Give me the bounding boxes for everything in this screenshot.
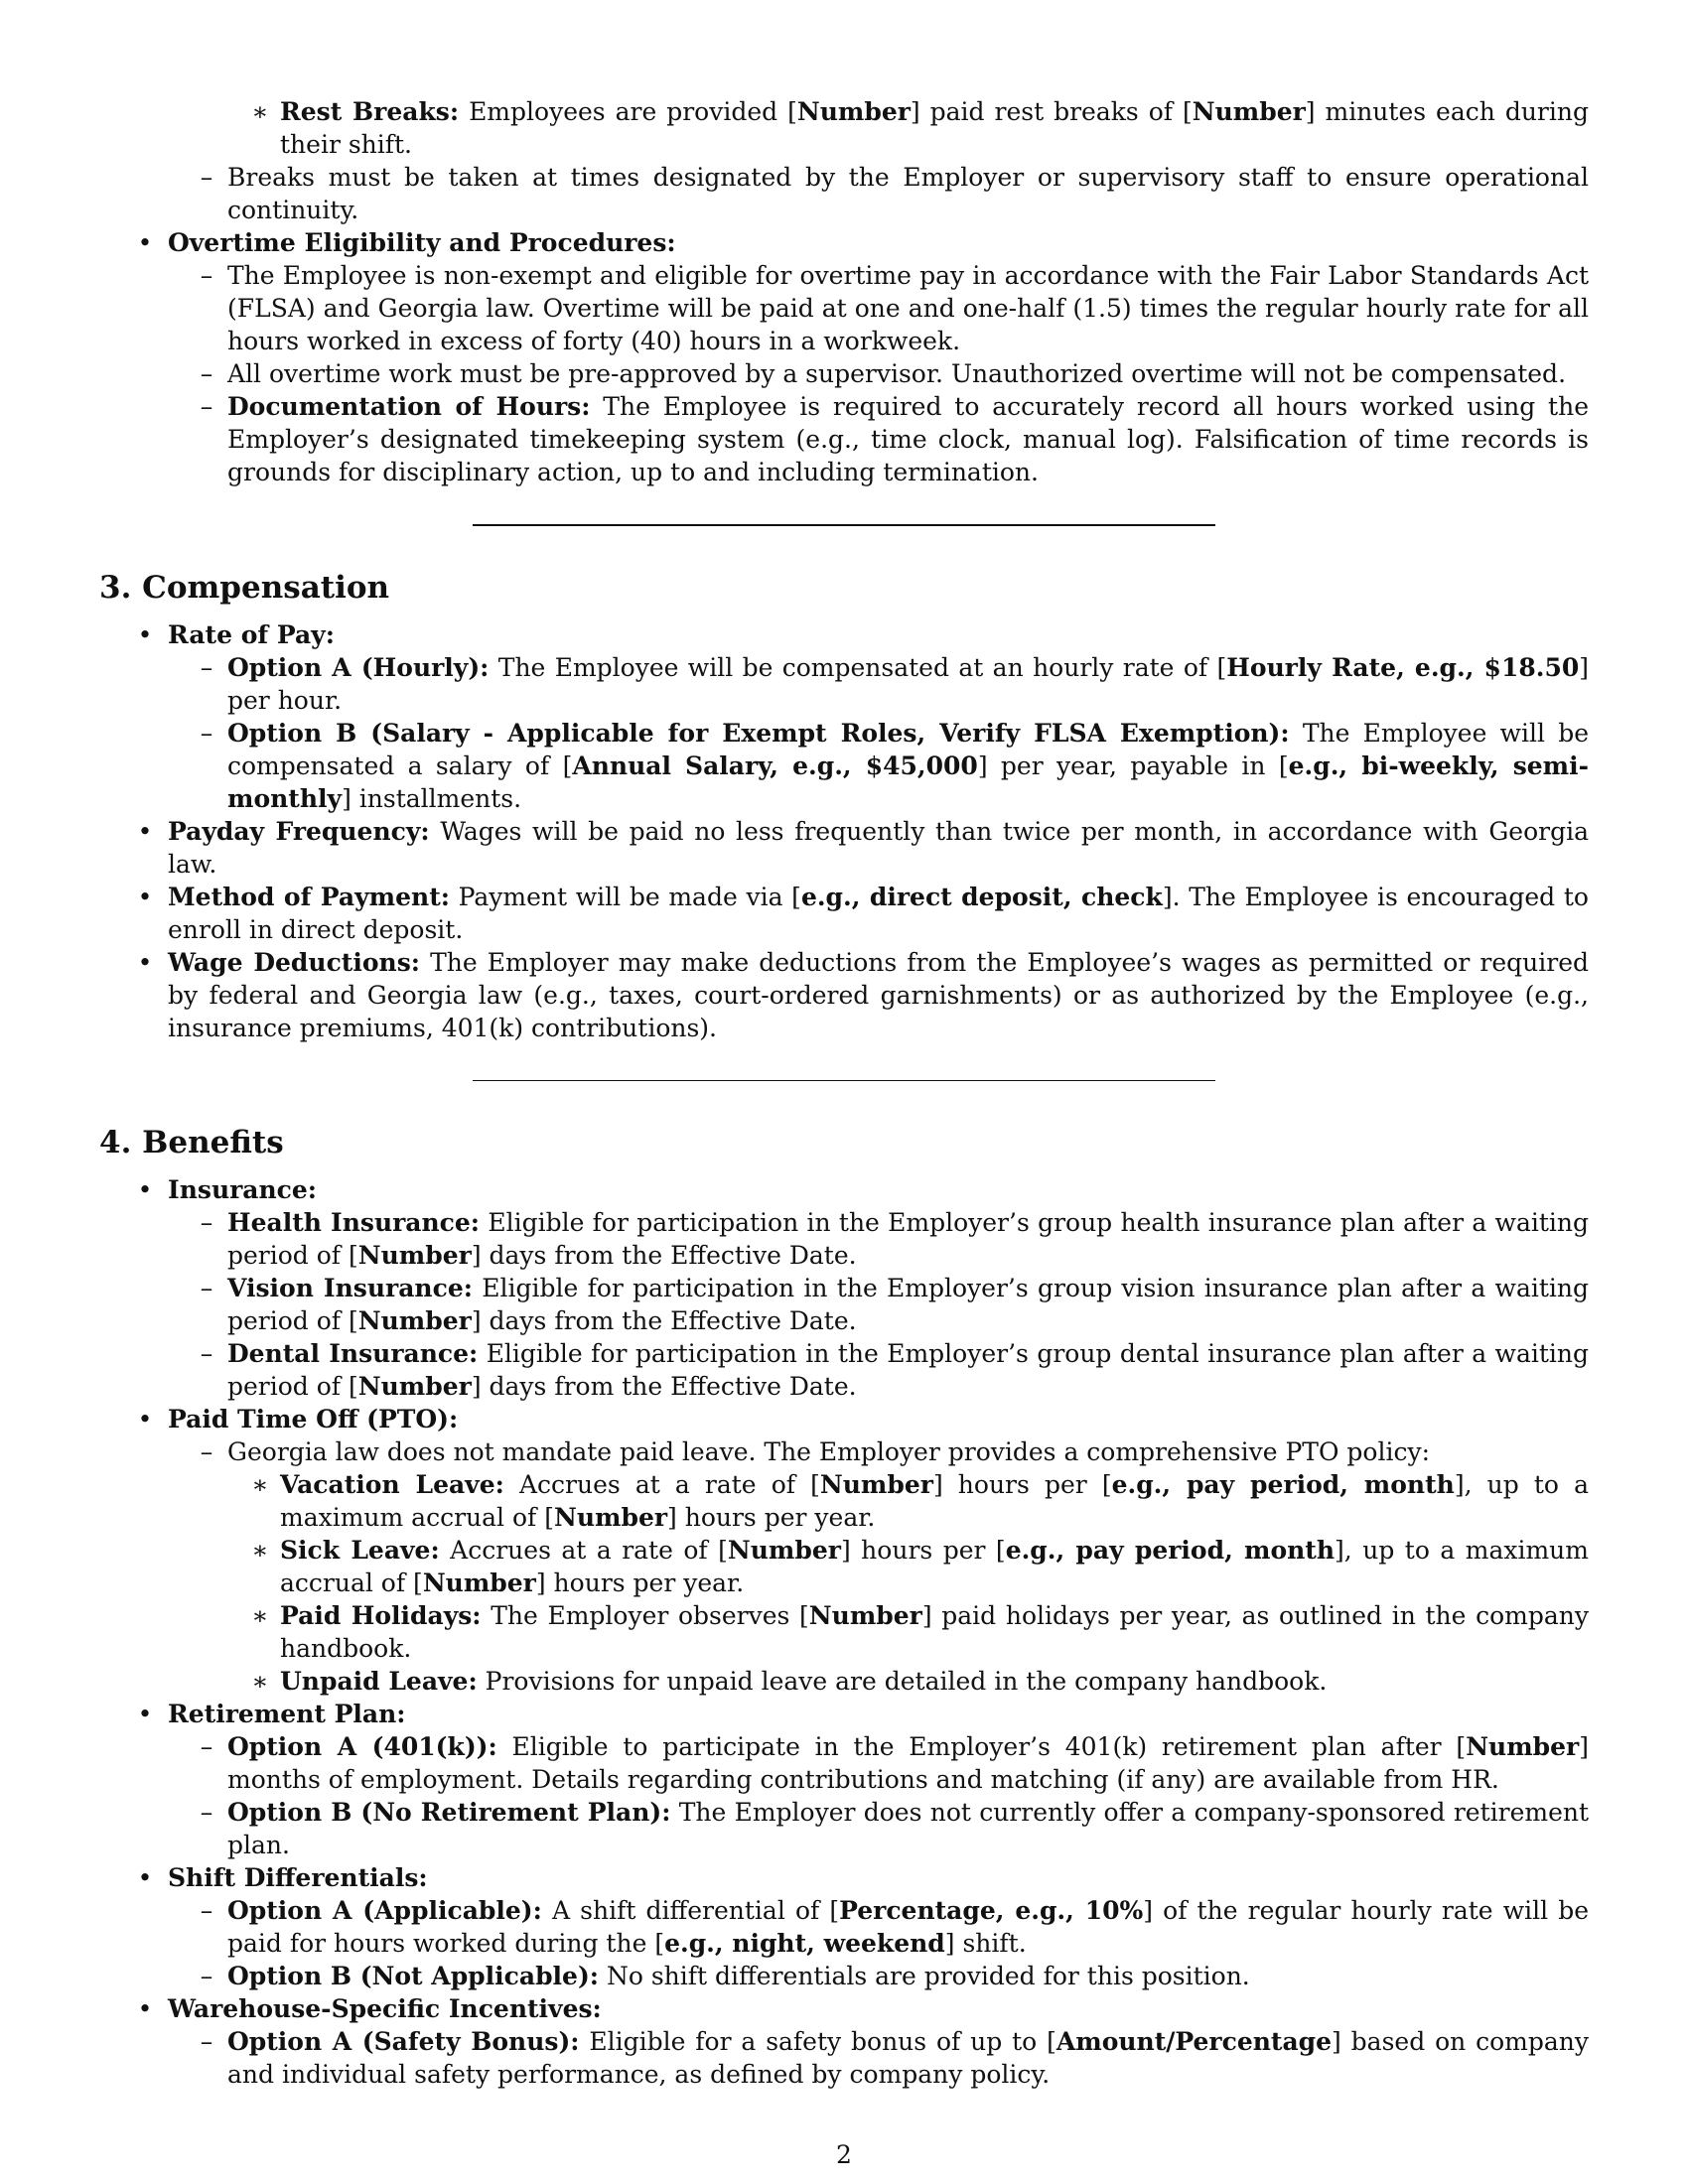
bullet-marker: •: [137, 1405, 153, 1433]
dash-marker: –: [200, 1962, 213, 1990]
overtime-preapproved-item: – All overtime work must be pre-approved by a supervisor. Unauthorized overtime will not be compensated.: [99, 357, 1589, 390]
bullet-marker: •: [137, 817, 153, 846]
dash-marker: –: [200, 1274, 213, 1302]
dash-marker: –: [200, 261, 213, 290]
star-marker: ∗: [251, 97, 269, 126]
pto-intro-item: – Georgia law does not mandate paid leave. The Employer provides a comprehensive PTO policy:: [99, 1435, 1589, 1468]
paid-holidays-item: ∗ Paid Holidays: The Employer observes [Number] paid holidays per year, as outlined in the company handbook.: [99, 1599, 1589, 1665]
dental-insurance-item: – Dental Insurance: Eligible for participation in the Employer’s group dental insurance plan after a waiting period of [Number] days from the Effective Date.: [99, 1337, 1589, 1403]
bullet-marker: •: [137, 1700, 153, 1728]
overtime-item: [99, 226, 1589, 259]
retirement-option-b-item: – Option B (No Retirement Plan): The Employer does not currently offer a company-sponsored retirement plan.: [99, 1796, 1589, 1861]
bullet-marker: •: [137, 228, 153, 257]
warehouse-incentives-item: • Warehouse-Specific Incentives:: [99, 1992, 1589, 2025]
rest-breaks-item: ∗ Rest Breaks: Employees are provided [Number] paid rest breaks of [Number] minutes each during their shift.: [99, 95, 1589, 161]
dash-marker: –: [200, 719, 213, 748]
rate-of-pay-item: • Rate of Pay:: [99, 618, 1589, 651]
shift-option-a-item: – Option A (Applicable): A shift differential of [Percentage, e.g., 10%] of the regular hourly rate will be paid for hours worked during the [e.g., night, weekend] shift.: [99, 1894, 1589, 1960]
safety-bonus-item: – Option A (Safety Bonus): Eligible for a safety bonus of up to [Amount/Percentage] based on company and individual safety performance, as defined by company policy.: [99, 2025, 1589, 2091]
pto-item: • Paid Time Off (PTO):: [99, 1403, 1589, 1435]
insurance-item: • Insurance:: [99, 1173, 1589, 1206]
payday-frequency-item: • Payday Frequency: Wages will be paid no less frequently than twice per month, in accordance with Georgia law.: [99, 815, 1589, 881]
dash-marker: –: [200, 1732, 213, 1761]
dash-marker: –: [200, 1208, 213, 1237]
bullet-marker: •: [137, 1863, 153, 1892]
dash-marker: –: [200, 653, 213, 682]
page-number: 2: [836, 2140, 852, 2169]
dash-marker: –: [200, 2027, 213, 2056]
dash-marker: –: [200, 1798, 213, 1827]
dash-marker: –: [200, 1339, 213, 1368]
dash-marker: –: [200, 359, 213, 388]
star-marker: ∗: [251, 1470, 269, 1499]
method-of-payment-item: • Method of Payment: Payment will be made via [e.g., direct deposit, check]. The Employee is encouraged to enroll in direct deposit.: [99, 881, 1589, 946]
bullet-marker: •: [137, 1994, 153, 2023]
bullet-marker: •: [137, 948, 153, 977]
dash-marker: –: [200, 392, 213, 421]
benefits-heading: 4. Benefits: [99, 1125, 284, 1160]
documentation-of-hours-item: – Documentation of Hours: The Employee is required to accurately record all hours worked using the Employer’s designated timekeeping system (e.g., time clock, manual log). Falsification of time records is grounds for disciplinary action, up to and including termination.: [99, 390, 1589, 488]
bullet-marker: •: [137, 883, 153, 911]
rest-breaks-label: Rest Breaks:: [280, 97, 460, 126]
dash-marker: –: [200, 1896, 213, 1925]
document-page: [99, 95, 1589, 2091]
salary-option-item: – Option B (Salary - Applicable for Exempt Roles, Verify FLSA Exemption): The Employee will be compensated a salary of [Annual Salary, e.g., $45,000] per year, payable in [e.g., bi-weekly, semi-monthly] installments.: [99, 717, 1589, 815]
retirement-plan-item: • Retirement Plan:: [99, 1698, 1589, 1730]
vision-insurance-item: – Vision Insurance: Eligible for participation in the Employer’s group vision insurance plan after a waiting period of [Number] days from the Effective Date.: [99, 1272, 1589, 1337]
bullet-marker: •: [137, 620, 153, 649]
sick-leave-item: ∗ Sick Leave: Accrues at a rate of [Number] hours per [e.g., pay period, month], up to a maximum accrual of [Number] hours per year.: [99, 1534, 1589, 1599]
overtime-label: Overtime Eligibility and Procedures:: [168, 228, 676, 257]
star-marker: ∗: [251, 1667, 269, 1696]
wage-deductions-item: • Wage Deductions: The Employer may make deductions from the Employee’s wages as permitted or required by federal and Georgia law (e.g., taxes, court-ordered garnishments) or as authorized by the Employee (e.g., insurance premiums, 401(k) contributions).: [99, 946, 1589, 1044]
compensation-heading: 3. Compensation: [99, 570, 390, 606]
health-insurance-item: – Health Insurance: Eligible for participation in the Employer’s group health insurance plan after a waiting period of [Number] days from the Effective Date.: [99, 1206, 1589, 1272]
shift-differentials-item: • Shift Differentials:: [99, 1861, 1589, 1894]
section-divider: [473, 524, 1215, 526]
section-divider: [473, 1080, 1215, 1081]
unpaid-leave-item: ∗ Unpaid Leave: Provisions for unpaid leave are detailed in the company handbook.: [99, 1665, 1589, 1698]
bullet-marker: •: [137, 1175, 153, 1204]
star-marker: ∗: [251, 1601, 269, 1630]
retirement-option-a-item: – Option A (401(k)): Eligible to participate in the Employer’s 401(k) retirement plan after [Number] months of employment. Details regarding contributions and matching (if any) are available from HR.: [99, 1730, 1589, 1796]
overtime-nonexempt-item: – The Employee is non-exempt and eligible for overtime pay in accordance with the Fair Labor Standards Act (FLSA) and Georgia law. Overtime will be paid at one and one-half (1.5) times the regular hourly rate for all hours worked in excess of forty (40) hours in a workweek.: [99, 259, 1589, 357]
shift-option-b-item: – Option B (Not Applicable): No shift differentials are provided for this position.: [99, 1960, 1589, 1992]
dash-marker: –: [200, 163, 213, 192]
vacation-leave-item: ∗ Vacation Leave: Accrues at a rate of [Number] hours per [e.g., pay period, month], up to a maximum accrual of [Number] hours per year.: [99, 1468, 1589, 1534]
dash-marker: –: [200, 1437, 213, 1466]
breaks-designated-item: – Breaks must be taken at times designated by the Employer or supervisory staff to ensure operational continuity.: [99, 161, 1589, 226]
hourly-option-item: – Option A (Hourly): The Employee will be compensated at an hourly rate of [Hourly Rate, e.g., $18.50] per hour.: [99, 651, 1589, 717]
star-marker: ∗: [251, 1536, 269, 1565]
